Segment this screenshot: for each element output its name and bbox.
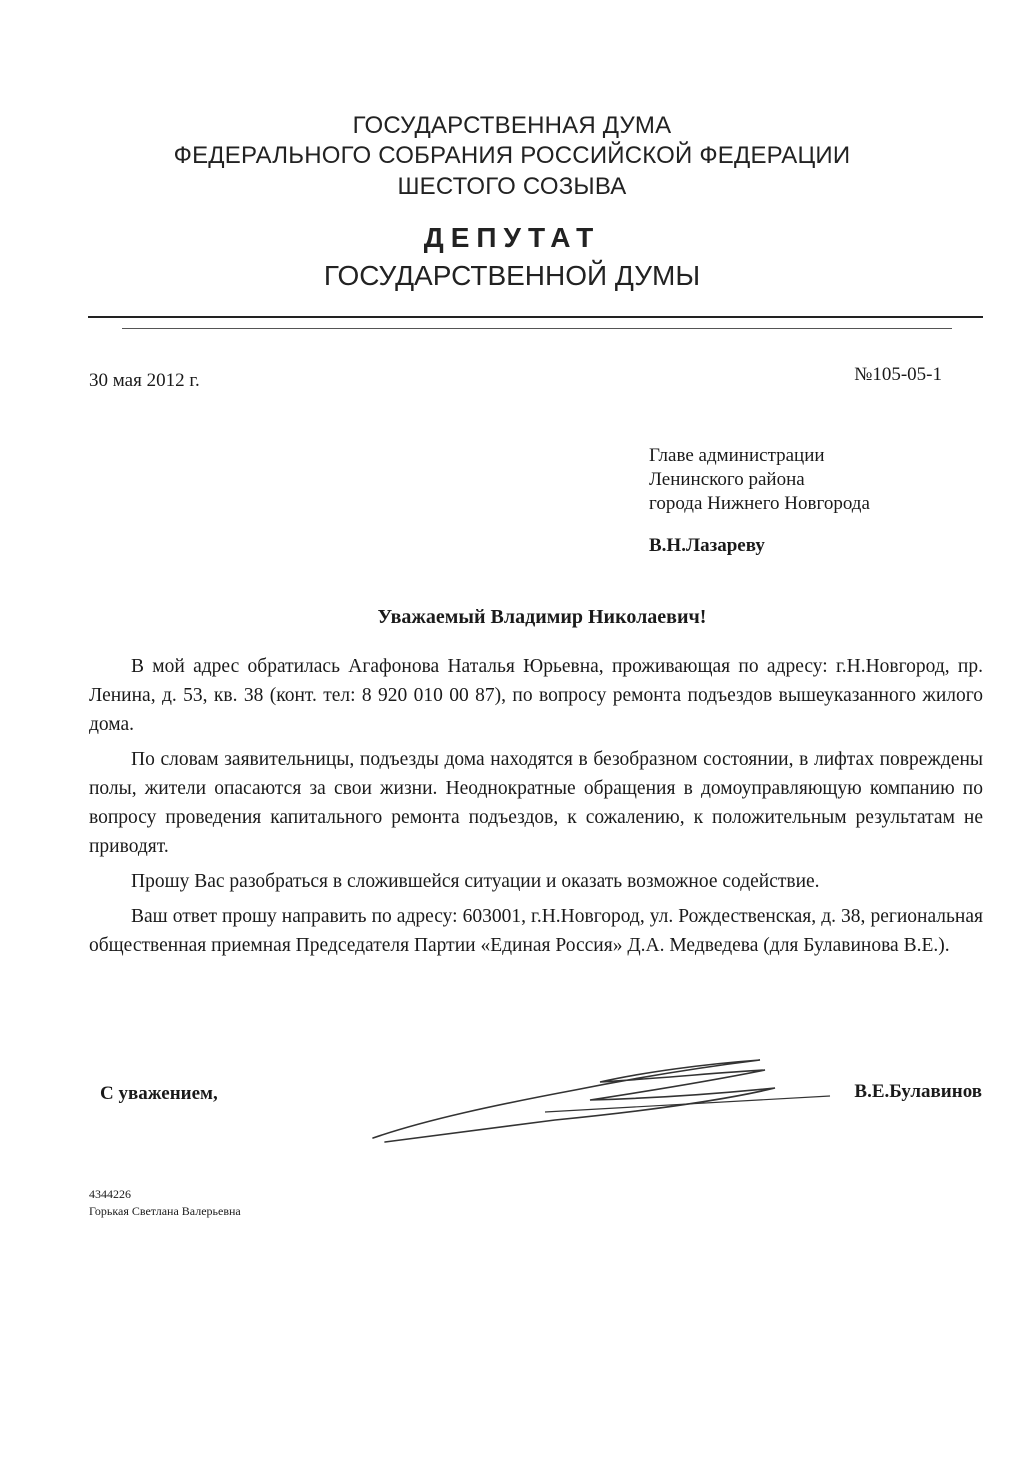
body-paragraph-2: По словам заявительницы, подъезды дома находятся в безобразном состоянии, в лифтах повреждены полы, жители опасаются за свои жизни. Неоднократные обращения в домоуправляющую компанию по вопросу проведения капитального ремонта подъездов, к сожалению, к положительным результатам не приводят. — [89, 749, 983, 857]
body-paragraph-1: В мой адрес обратилась Агафонова Наталья Юрьевна, проживающая по адресу: г.Н.Новгород, пр. Ленина, д. 53, кв. 38 (конт. тел: 8 920 010 00 87), по вопросу ремонта подъездов вышеуказанного жилого дома. — [89, 656, 983, 735]
executor-name: Горькая Светлана Валерьевна — [89, 1204, 241, 1218]
closing-phrase: С уважением, — [100, 1083, 218, 1104]
header-divider-thin — [122, 328, 952, 329]
body-paragraph-4: Ваш ответ прошу направить по адресу: 603001, г.Н.Новгород, ул. Рождественская, д. 38, региональная общественная приемная Председателя Партии «Единая Россия» Д.А. Медведева (для Булавинова В.Е.). — [89, 906, 983, 956]
letterhead-line-3: ШЕСТОГО СОЗЫВА — [397, 173, 627, 200]
letterhead-line-1: ГОСУДАРСТВЕННАЯ ДУМА — [352, 112, 672, 139]
executor-phone: 4344226 — [89, 1187, 131, 1201]
addressee-name: В.Н.Лазареву — [649, 535, 765, 556]
addressee-line-3: города Нижнего Новгорода — [649, 493, 870, 514]
addressee-line-1: Главе администрации — [649, 445, 825, 466]
addressee-line-2: Ленинского района — [649, 469, 805, 490]
letter-date: 30 мая 2012 г. — [89, 370, 200, 391]
letter-number: №105-05-1 — [854, 364, 942, 385]
body-paragraph-3: Прошу Вас разобраться в сложившейся ситуации и оказать возможное содействие. — [131, 871, 820, 892]
letterhead-title: ДЕПУТАТ — [423, 222, 601, 253]
handwritten-signature — [365, 1050, 835, 1150]
signer-name: В.Е.Булавинов — [854, 1081, 982, 1102]
letterhead-line-2: ФЕДЕРАЛЬНОГО СОБРАНИЯ РОССИЙСКОЙ ФЕДЕРАЦИИ — [173, 142, 851, 169]
addressee-block — [649, 444, 870, 558]
executor-block — [89, 1186, 241, 1220]
header-divider-thick — [88, 316, 983, 318]
letterhead-subtitle: ГОСУДАРСТВЕННОЙ ДУМЫ — [323, 260, 701, 291]
letter-body — [89, 652, 983, 966]
salutation: Уважаемый Владимир Николаевич! — [377, 606, 707, 628]
